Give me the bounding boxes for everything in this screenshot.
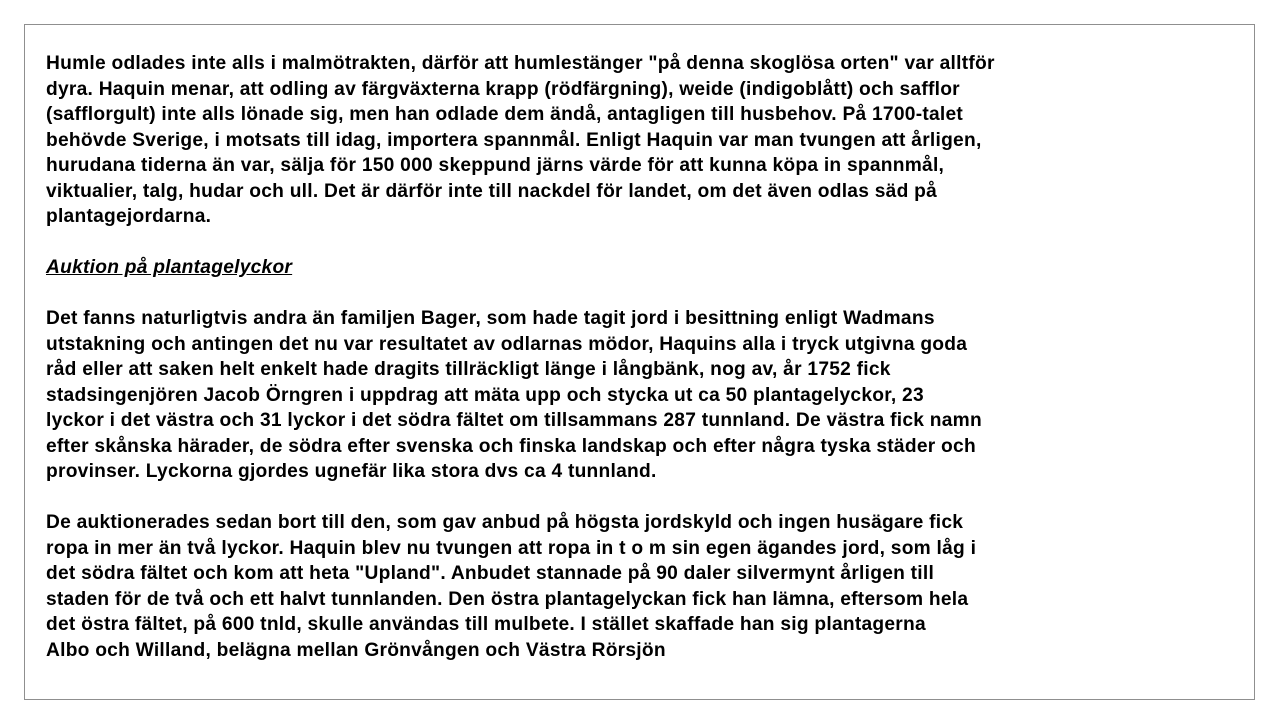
paragraph-plantation-lots bbox=[46, 306, 1241, 485]
text-line: behövde Sverige, i motsats till idag, importera spannmål. Enligt Haquin var man tvungen att årligen, bbox=[46, 129, 982, 151]
text-line: råd eller att saken helt enkelt hade dragits tillräckligt länge i långbänk, nog av, år 1752 fick bbox=[46, 359, 891, 380]
text-line: viktualier, talg, hudar och ull. Det är därför inte till nackdel för landet, om det även odlas säd på bbox=[46, 180, 938, 202]
text-line: staden för de två och ett halvt tunnlanden. Den östra plantagelyckan fick han lämna, eftersom hela bbox=[46, 588, 969, 610]
paragraph-auction bbox=[46, 510, 1241, 663]
paragraph-spacer bbox=[46, 281, 1241, 307]
text-line: stadsingenjören Jacob Örngren i uppdrag att mäta upp och stycka ut ca 50 plantagelyckor, 23 bbox=[46, 384, 924, 406]
text-line: (safflorgult) inte alls lönade sig, men han odlade dem ändå, antagligen till husbehov. På 1700-talet bbox=[46, 104, 964, 125]
text-line: utstakning och antingen det nu var resultatet av odlarnas mödor, Haquins alla i tryck utgivna goda bbox=[46, 333, 968, 355]
text-line: det södra fältet och kom att heta "Upland". Anbudet stannade på 90 daler silvermynt årligen till bbox=[46, 563, 935, 584]
paragraph-spacer bbox=[46, 230, 1241, 256]
text-line: plantagejordarna. bbox=[46, 206, 212, 227]
text-line: hurudana tiderna än var, sälja för 150 000 skeppund järns värde för att kunna köpa in spannmål, bbox=[46, 155, 945, 176]
text-line: Det fanns naturligtvis andra än familjen Bager, som hade tagit jord i besittning enligt Wadmans bbox=[46, 308, 935, 329]
document-frame bbox=[24, 24, 1255, 700]
paragraph-hop-cultivation bbox=[46, 51, 1241, 230]
document-body bbox=[46, 51, 1241, 663]
text-line: ropa in mer än två lyckor. Haquin blev nu tvungen att ropa in t o m sin egen ägandes jord, som låg i bbox=[46, 537, 977, 559]
text-line: Albo och Willand, belägna mellan Grönvången och Västra Rörsjön bbox=[46, 639, 666, 661]
text-line: dyra. Haquin menar, att odling av färgväxterna krapp (rödfärgning), weide (indigoblått) och safflor bbox=[46, 78, 960, 100]
text-line: lyckor i det västra och 31 lyckor i det södra fältet om tillsammans 287 tunnland. De västra fick namn bbox=[46, 410, 982, 431]
text-line: Humle odlades inte alls i malmötrakten, därför att humlestänger "på denna skoglösa orten" var alltför bbox=[46, 53, 995, 74]
text-line: De auktionerades sedan bort till den, som gav anbud på högsta jordskyld och ingen husägare fick bbox=[46, 512, 964, 533]
text-line: det östra fältet, på 600 tnld, skulle användas till mulbete. I stället skaffade han sig plantagerna bbox=[46, 614, 926, 635]
paragraph-spacer bbox=[46, 485, 1241, 511]
section-heading: Auktion på plantagelyckor bbox=[46, 257, 293, 278]
text-line: provinser. Lyckorna gjordes ugnefär lika stora dvs ca 4 tunnland. bbox=[46, 461, 657, 482]
text-line: efter skånska härader, de södra efter svenska och finska landskap och efter några tyska städer och bbox=[46, 435, 976, 457]
